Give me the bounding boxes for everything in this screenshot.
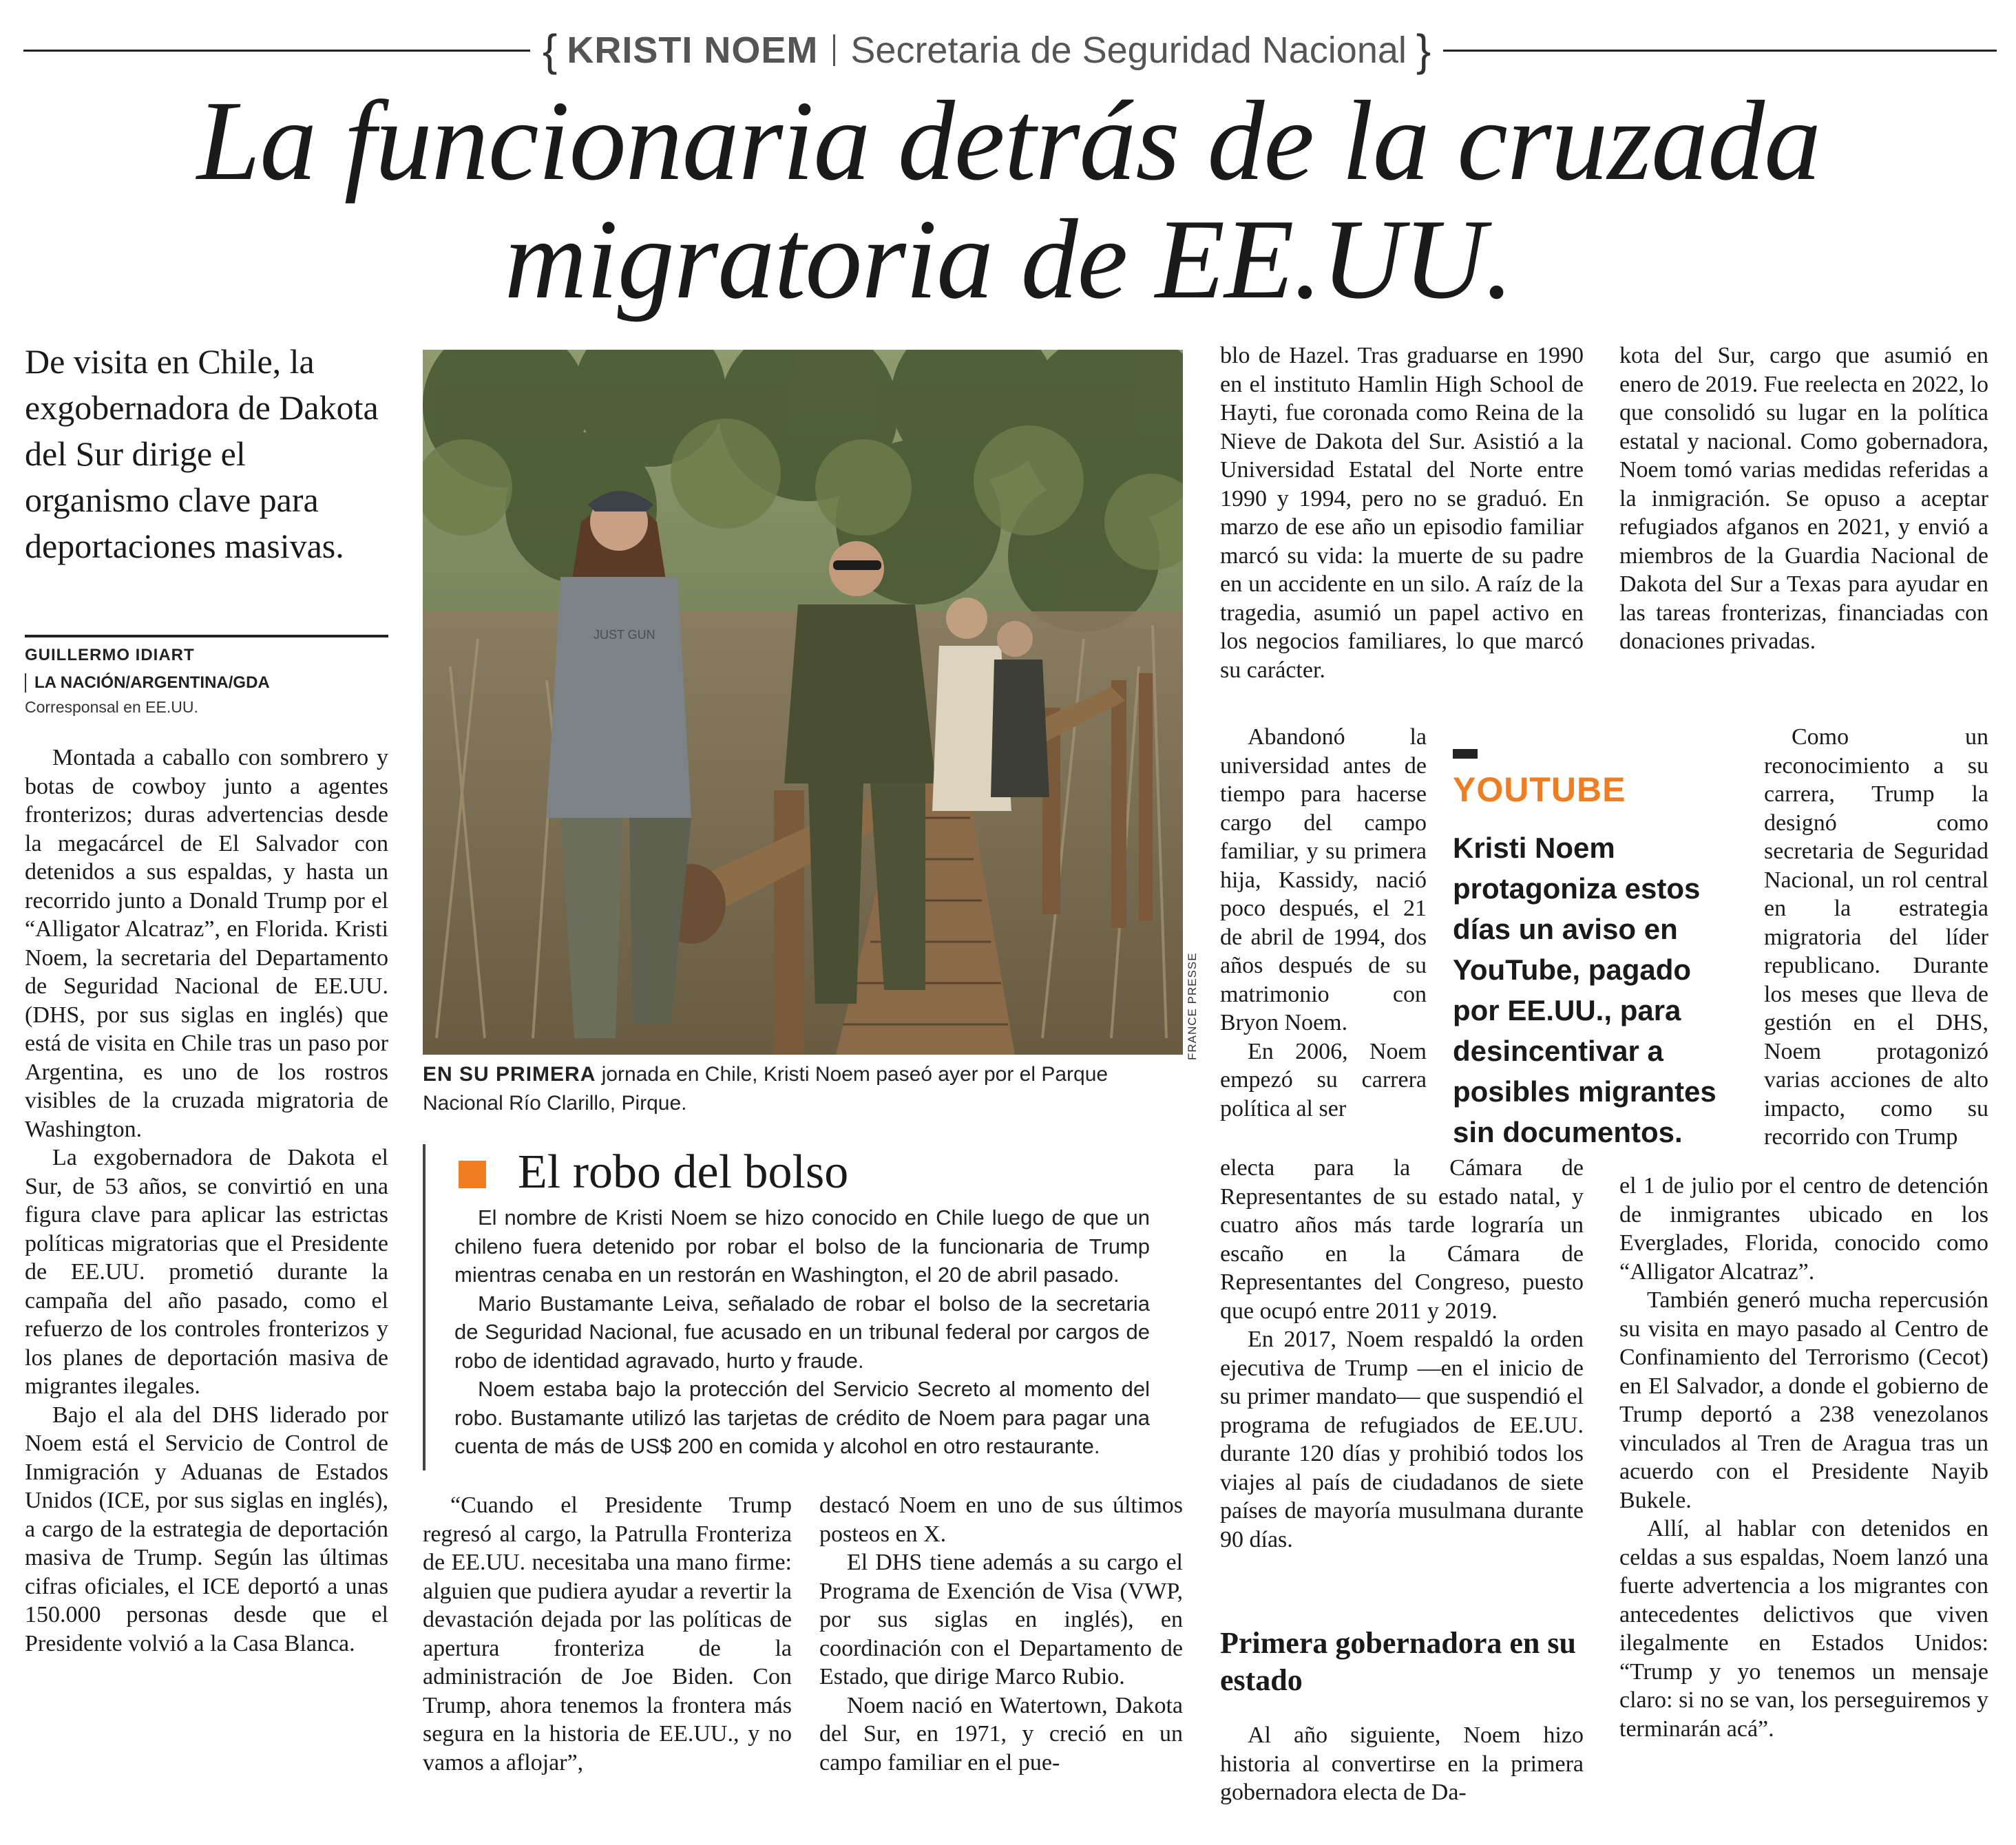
headline	[83, 77, 1935, 322]
column-4-bottom	[1220, 1721, 1584, 1807]
col2-paragraph-1: “Cuando el Presidente Trump regresó al cargo, la Patrulla Fronteriza de EE.UU. necesitaba una mano firme: alguien que pudiera ayudar a revertir la devastación dejada por las políticas de apertura fronteriza de la administración de Joe Biden. Con Trump, ahora tenemos la frontera más segura en la historia de EE.UU., y no vamos a aflojar”,	[423, 1493, 792, 1775]
col1-paragraph-1: Montada a caballo con sombrero y botas de cowboy junto a agentes fronterizos; duras advertencias desde la megacárcel de El Salvador con detenidos a sus espaldas, y hasta un recorrido junto a Donald Trump por el “Alligator Alcatraz”, en Florida. Kristi Noem, la secretaria del Departamento de Seguridad Nacional de EE.UU. (DHS, por sus siglas en inglés) que está de visita en Chile tras un paso por Argentina, es uno de los rostros visibles de la cruzada migratoria de Washington.	[25, 745, 388, 1142]
youtube-marker-bar	[1453, 749, 1478, 759]
column-4-narrow	[1220, 723, 1427, 1123]
byline-role: Corresponsal en EE.UU.	[25, 698, 198, 716]
hiking-scene-image	[423, 350, 1183, 1055]
byline-outlet: LA NACIÓN/ARGENTINA/GDA	[25, 673, 270, 693]
col5-paragraph-wide-1: el 1 de julio por el centro de detención de inmigrantes ubicado en los Everglades, Florida, conocido como “Alligator Alcatraz”.	[1619, 1173, 1988, 1285]
kicker-name: KRISTI NOEM	[567, 30, 819, 71]
article-photo	[423, 350, 1183, 1055]
col5-paragraph-top: kota del Sur, cargo que asumió en enero de 2019. Fue reelecta en 2022, lo que consolidó su lugar en la política estatal y nacional. Como gobernadora, Noem tomó varias medidas referidas a la inmigración. Se opuso a aceptar refugiados afganos en 2021, y envió a miembros de la Guardia Nacional de Dakota del Sur a Texas para ayudar en las tareas fronterizas, financiadas con donaciones privadas.	[1619, 343, 1988, 654]
col4-paragraph-wide-2: En 2017, Noem respaldó la orden ejecutiva de Trump —en el inicio de su primer mandato— que suspendió el programa de refugiados de EE.UU. durante 120 días y prohibió todos los viajes al país de ciudadanos de siete países de mayoría musulmana durante 90 días.	[1220, 1327, 1584, 1552]
col4-paragraph-narrow-2: En 2006, Noem empezó su carrera política al ser	[1220, 1038, 1427, 1121]
headline-line2: migratoria de EE.UU.	[504, 196, 1513, 322]
col5-paragraph-wide-2: También generó mucha repercusión su visita en mayo pasado al Centro de Confinamiento del Terrorismo (Cecot) en El Salvador, a donde el gobierno de Trump deportó a 238 venezolanos vinculados al Tren de Aragua tras un acuerdo con el Presidente Nayib Bukele.	[1619, 1287, 1988, 1513]
col3-paragraph-3: Noem nació en Watertown, Dakota del Sur, en 1971, y creció en un campo familiar en el pue-	[819, 1692, 1183, 1775]
sidebar-title: El robo del bolso	[518, 1146, 849, 1199]
col4-paragraph-narrow-1: Abandonó la universidad antes de tiempo para hacerse cargo del campo familiar, y su primera hija, Kassidy, nació poco después, el 21 de abril de 1994, dos años después de su matrimonio con Bryon Noem.	[1220, 724, 1427, 1035]
photo-caption	[423, 1060, 1183, 1118]
col1-paragraph-3: Bajo el ala del DHS liderado por Noem está el Servicio de Control de Inmigración y Aduanas de Estados Unidos (ICE, por sus siglas en inglés), a cargo de la estrategia de deportación masiva de Trump. Según las últimas cifras oficiales, el ICE deportó a unas 150.000 personas desde que el Presidente volvió a la Casa Blanca.	[25, 1402, 388, 1656]
photo-credit: FRANCE PRESSE	[1186, 952, 1199, 1060]
col3-paragraph-2: El DHS tiene además a su cargo el Programa de Exención de Visa (VWP, por sus siglas en inglés), en coordinación con el Departamento de Estado, que dirige Marco Rubio.	[819, 1550, 1183, 1689]
byline-author: GUILLERMO IDIART	[25, 646, 195, 664]
youtube-text: Kristi Noem protagoniza estos días un aviso en YouTube, pagado por EE.UU., para desincentivar a posibles migrantes sin documentos.	[1453, 832, 1716, 1148]
sidebar-paragraph-3: Noem estaba bajo la protección del Servicio Secreto al momento del robo. Bustamante utilizó las tarjetas de crédito de Noem para pagar una cuenta de más de US$ 200 en comida y alcohol en otro restaurante.	[454, 1377, 1150, 1458]
column-4-wide	[1220, 1154, 1584, 1554]
sidebar-body	[454, 1203, 1150, 1461]
col5-paragraph-wide-3: Allí, al hablar con detenidos en celdas a sus espaldas, Noem lanzó una fuerte advertencia a los migrantes con antecedentes delictivos que viven ilegalmente en Estados Unidos: “Trump y yo tenemos un mensaje claro: si no se van, los perseguiremos y terminarán acá”.	[1619, 1516, 1988, 1742]
headline-line1: La funcionaria detrás de la cruzada	[196, 77, 1821, 204]
deck: De visita en Chile, la exgobernadora de Dakota del Sur dirige el organismo clave para deportaciones masivas.	[25, 342, 379, 565]
col1-paragraph-2: La exgobernadora de Dakota el Sur, de 53 años, se convirtió en una figura clave para aplicar las estrictas políticas migratorias que el Presidente de EE.UU. prometió durante la campaña del año pasado, como el refuerzo de los controles fronterizos y los planes de deportación masiva de migrantes ilegales.	[25, 1145, 388, 1399]
kicker-separator	[833, 34, 835, 66]
kicker-role: Secretaria de Seguridad Nacional	[850, 30, 1407, 71]
sidebar-square-icon	[459, 1161, 486, 1188]
open-brace-icon: {	[543, 25, 558, 75]
section-subhead: Primera gobernadora en su estado	[1220, 1626, 1576, 1697]
column-3	[819, 1491, 1183, 1777]
caption-text: jornada en Chile, Kristi Noem paseó ayer por el Parque Nacional Río Clarillo, Pirque.	[423, 1063, 1109, 1115]
column-5-narrow	[1764, 723, 1988, 1152]
column-1	[25, 744, 388, 1658]
col4-paragraph-top: blo de Hazel. Tras graduarse en 1990 en el instituto Hamlin High School de Hayti, fue coronada como Reina de la Nieve de Dakota del Sur. Asistió a la Universidad Estatal del Norte entre 1990 y 1994, pero no se graduó. En marzo de ese año un episodio familiar marcó su vida: la muerte de su padre en un accidente en un silo. A raíz de la tragedia, asumió un papel activo en los negocios familiares, lo que marcó su carácter.	[1220, 343, 1584, 683]
sidebar-paragraph-2: Mario Bustamante Leiva, señalado de robar el bolso de la secretaria de Seguridad Nacional, fue acusado en un tribunal federal por cargos de robo de identidad agravado, hurto y fraude.	[454, 1291, 1150, 1373]
column-5-wide	[1619, 1172, 1988, 1743]
column-2	[423, 1491, 792, 1777]
sidebar-paragraph-1: El nombre de Kristi Noem se hizo conocido en Chile luego de que un chileno fuera detenido por robar el bolso de la funcionaria de Trump mientras cenaba en un restorán en Washington, el 20 de abril pasado.	[454, 1205, 1150, 1287]
col5-paragraph-narrow: Como un reconocimiento a su carrera, Trump la designó como secretaria de Seguridad Nacional, un rol central en la estrategia migratoria del líder republicano. Durante los meses que lleva de gestión en el DHS, Noem protagonizó varias acciones de alto impacto, como su recorrido con Trump	[1764, 724, 1988, 1150]
close-brace-icon: }	[1416, 25, 1431, 75]
shirt-text: JUST GUN	[594, 628, 655, 642]
col3-paragraph-1: destacó Noem en uno de sus últimos posteos en X.	[819, 1493, 1183, 1547]
col4-paragraph-wide-1: electa para la Cámara de Representantes de su estado natal, y cuatro años más tarde lograría un escaño en la Cámara de Representantes del Congreso, puesto que ocupó entre 2011 y 2019.	[1220, 1155, 1584, 1324]
sidebar-rule	[423, 1144, 426, 1470]
youtube-label: YOUTUBE	[1453, 770, 1626, 809]
byline-rule	[25, 635, 388, 637]
kicker	[530, 26, 1443, 74]
kicker-rule-right	[1418, 50, 1997, 52]
col4-paragraph-bottom: Al año siguiente, Noem hizo historia al convertirse en la primera gobernadora electa de Da-	[1220, 1722, 1584, 1805]
caption-lead: EN SU PRIMERA	[423, 1063, 596, 1086]
kicker-rule-left	[23, 50, 547, 52]
column-5-top	[1619, 341, 1988, 656]
column-4-top	[1220, 341, 1584, 684]
